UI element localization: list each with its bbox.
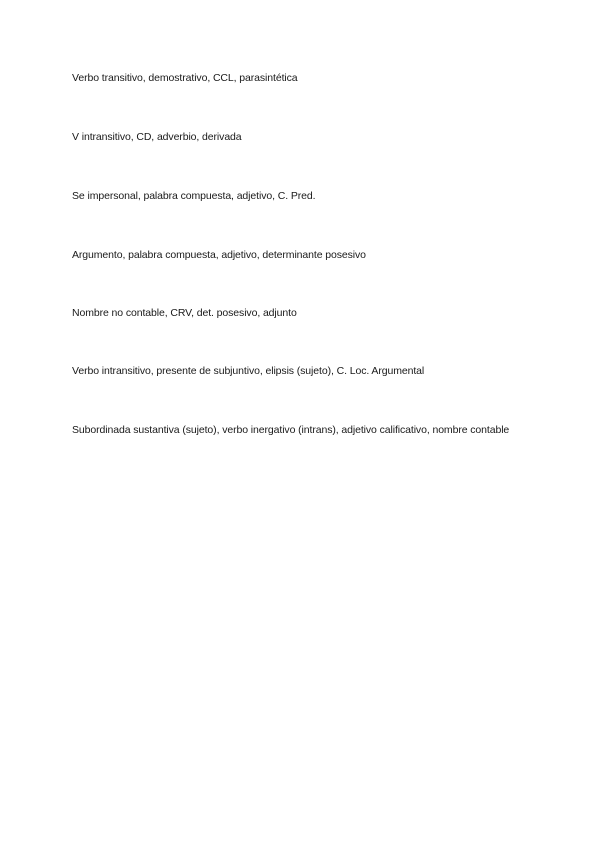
answer-line-6: Verbo intransitivo, presente de subjuntivo, elipsis (sujeto), C. Loc. Argumental [72, 365, 425, 377]
answer-line-5: Nombre no contable, CRV, det. posesivo, adjunto [72, 307, 297, 319]
answer-line-3: Se impersonal, palabra compuesta, adjetivo, C. Pred. [72, 190, 316, 202]
answer-line-1: Verbo transitivo, demostrativo, CCL, parasintética [72, 72, 298, 84]
answer-line-7: Subordinada sustantiva (sujeto), verbo inergativo (intrans), adjetivo calificativo, nombre contable [72, 424, 510, 436]
answer-line-4: Argumento, palabra compuesta, adjetivo, determinante posesivo [72, 249, 366, 261]
answer-line-2: V intransitivo, CD, adverbio, derivada [72, 131, 242, 143]
